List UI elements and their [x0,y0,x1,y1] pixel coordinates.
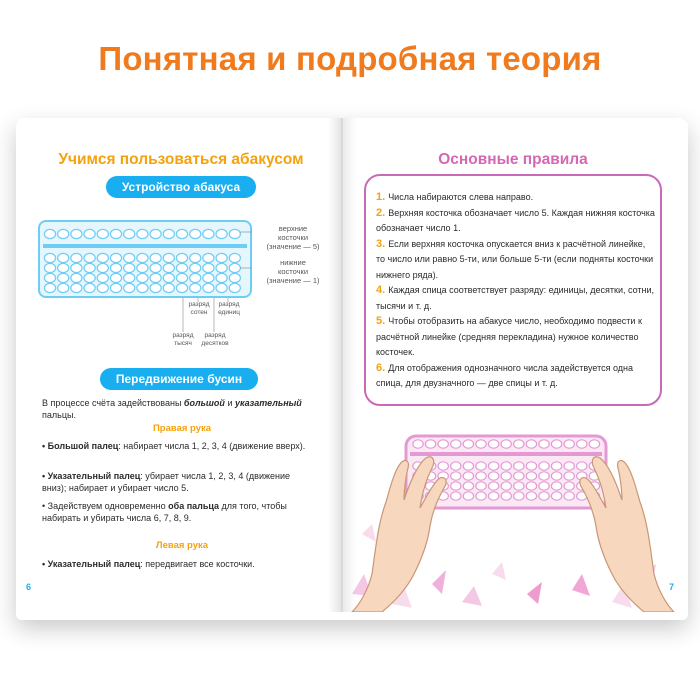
abacus-bead [564,472,574,480]
abacus-bead [488,472,498,480]
bullet-both: • Задействуем одновременно оба пальца для того, чтобы набирать и убирать числа 6, 7, 8, 9. [42,501,287,523]
right-page [342,118,684,612]
abacus-bead [413,440,423,448]
abacus-bead [463,440,473,448]
abacus-bead [463,492,473,500]
abacus-bead [564,440,574,448]
abacus-bead [577,440,587,448]
abacus-bead [526,472,536,480]
bullet-thumb: • Большой палец: набирает числа 1, 2, 3, 4 (движение вверх). [42,441,306,451]
abacus-bead [501,472,511,480]
abacus-bead [551,440,561,448]
abacus-bead [463,482,473,490]
abacus-bead [539,440,549,448]
book-gutter [328,118,356,612]
abacus-bead [501,462,511,470]
rule-item: 4. Каждая спица соответствует разряду: единицы, десятки, сотни, тысячи и т. д. [376,284,655,311]
page-number-right: 7 [668,582,674,592]
upper-beads-label: верхние косточки (значение — 5) [266,224,320,251]
bullet-left-index: • Указательный палец: передвигает все косточки. [42,559,255,569]
label-tens: разряд десятков [201,332,229,347]
abacus-bead [501,482,511,490]
abacus-bead [451,482,461,490]
left-page [18,118,342,612]
abacus-bead [564,492,574,500]
abacus-bead [551,492,561,500]
abacus-bead [451,472,461,480]
abacus-bead [526,462,536,470]
rules-list [376,190,656,392]
abacus-bead [577,462,587,470]
abacus-bead [451,440,461,448]
abacus-bead [488,482,498,490]
left-page-title: Учимся пользоваться абакусом [58,151,304,168]
abacus-bead [488,440,498,448]
abacus-bead [514,440,524,448]
right-hand-heading: Правая рука [152,423,212,434]
abacus-bead [539,482,549,490]
lower-beads-label: нижние косточки (значение — 1) [266,258,320,285]
left-hand-heading: Левая рука [155,540,209,551]
abacus-bead [438,462,448,470]
abacus-bead [539,492,549,500]
rule-item: 6. Для отображения однозначного числа задействуется одна спица, для двузначного — две спицы и т. д. [376,361,634,388]
abacus-bead [463,472,473,480]
right-page-title: Основные правила [438,151,588,168]
abacus-bead [501,440,511,448]
hands-holding-pink-abacus-illustration [342,414,684,612]
movement-heading-pill: Передвижение бусин [100,368,258,390]
abacus-bead [488,492,498,500]
abacus-bead [451,462,461,470]
abacus-bead [514,462,524,470]
abacus-bead [476,492,486,500]
rule-item: 2. Верхняя косточка обозначает число 5. Каждая нижняя косточка обозначает число 1. [376,206,655,233]
abacus-bead [501,492,511,500]
abacus-bead [425,440,435,448]
abacus-bead [564,462,574,470]
abacus-bead [551,462,561,470]
abacus-bead [514,482,524,490]
banner-title: Понятная и подробная теория [98,40,602,77]
abacus-bead [526,492,536,500]
abacus-bead [551,472,561,480]
abacus-bead [564,482,574,490]
abacus-bead [476,440,486,448]
bullet-index: • Указательный палец: убирает числа 1, 2, 3, 4 (движение вниз); набирает и убирает число 5. [42,471,291,493]
abacus-bead [463,462,473,470]
page-number-left: 6 [26,582,32,592]
label-hundreds: разряд сотен [188,301,210,316]
intro-paragraph: В процессе счёта задействованы большой и указательный пальцы. [42,398,302,420]
abacus-bead [589,440,599,448]
label-thousands: разряд тысяч [172,332,194,347]
rule-item: 1. Числа набираются слева направо. [376,191,534,203]
device-heading-pill: Устройство абакуса [106,176,256,198]
abacus-bead [526,440,536,448]
abacus-bead [476,472,486,480]
abacus-bead [514,472,524,480]
abacus-bead [539,472,549,480]
abacus-bead [539,462,549,470]
abacus-bead [438,440,448,448]
rules-box [364,174,662,406]
rule-item: 5. Чтобы отобразить на абакусе число, необходимо подвести к расчётной линейке (средняя перекладина) нужное количество косточек. [376,315,642,357]
label-leaders [18,118,342,358]
abacus-bead [488,462,498,470]
abacus-bead [526,482,536,490]
abacus-bead [551,482,561,490]
abacus-bead [476,482,486,490]
abacus-bead [514,492,524,500]
abacus-bead [476,462,486,470]
abacus-bead [451,492,461,500]
rule-item: 3. Если верхняя косточка опускается вниз к расчётной линейке, то число или равно 5-ти, или больше 5-ти (если подняты косточки нижнего ряда). [376,237,654,280]
label-units: разряд единиц [218,301,240,316]
